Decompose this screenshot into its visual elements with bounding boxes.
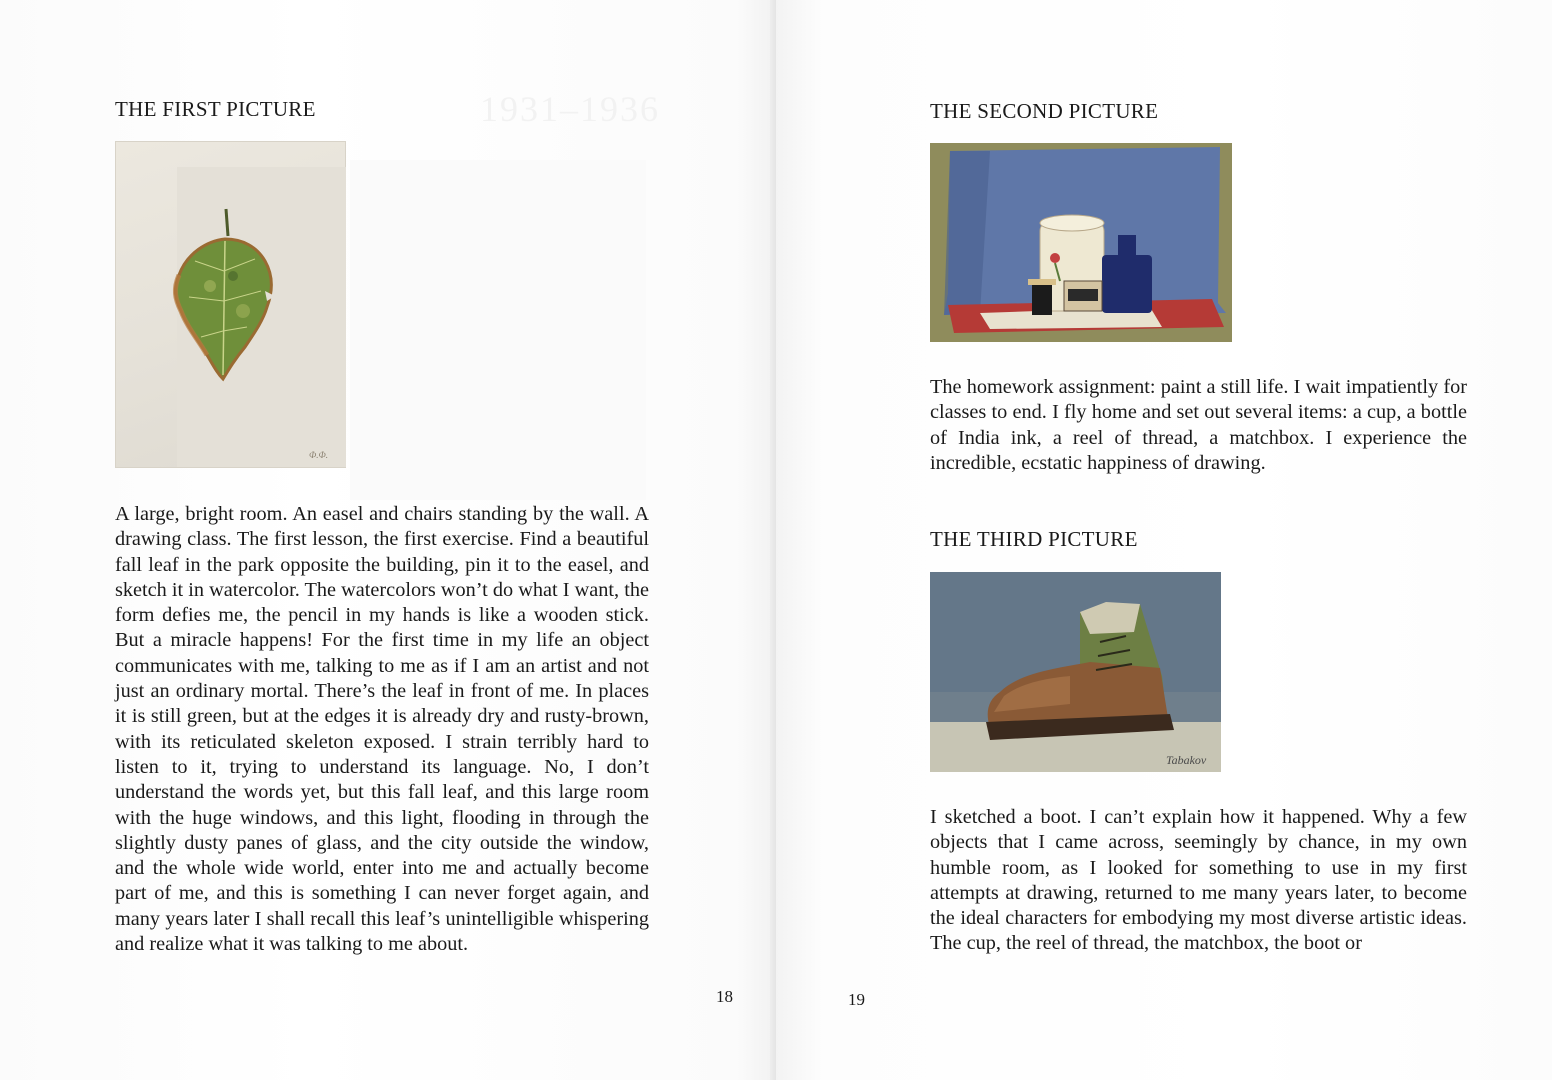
leaf-stem (226, 209, 228, 236)
page-number-right: 19 (848, 990, 865, 1009)
section-heading-second-picture: THE SECOND PICTURE (930, 99, 1159, 123)
still-life-illustration-svg (930, 143, 1232, 342)
cup-flower (1050, 253, 1060, 263)
boot-signature: Tabakov (1166, 753, 1207, 767)
show-through-block (350, 160, 646, 500)
leaf-watercolor-image (115, 141, 346, 468)
third-picture-paragraph: I sketched a boot. I can’t explain how it happened. Why a few objects that I came across, seemingly by chance, in my own humble room, as I looked for something to use in my first attempts at drawing, returned to me many years later, to become the ideal characters for embodying my most diverse artistic ideas. The cup, the reel of thread, the matchbox, the boot or (930, 806, 1467, 955)
leaf-spot-1 (204, 280, 216, 292)
leaf-signature: Ф.Ф. (309, 450, 328, 460)
show-through-title: 1931–1936 (480, 89, 660, 129)
page-number-left: 18 (716, 987, 733, 1006)
thread-reel (1032, 283, 1052, 315)
section-heading-first-picture: THE FIRST PICTURE (115, 97, 316, 121)
first-picture-paragraph: A large, bright room. An easel and chairs standing by the wall. A drawing class. The first lesson, the first exercise. Find a beautiful fall leaf in the park opposite the building, pin it to the easel, and sketch it in watercolor. The watercolors won’t do what I want, the form defies me, the pencil in my hands is like a wooden stick. But a miracle happens! For the first time in my life an object communicates with me, talking to me as if I am an artist and not just an ordinary mortal. There’s the leaf in front of me. In places it is still green, but at the edges it is already dry and rusty-brown, with its reticulated skeleton exposed. I strain terribly hard to listen to it, trying to understand its language. No, I don’t understand the words yet, but this fall leaf, and this large room with the huge windows, and this light, flooding in through the slightly dusty panes of glass, and the city outside the window, and the whole wide world, enter into me and actually become part of me, and this is something I can never forget again, and many years later I shall recall this leaf’s unintelligible whispering and realize what it was talking to me about. (115, 503, 649, 956)
boot-illustration-svg (930, 572, 1221, 772)
leaf-illustration-svg (115, 141, 346, 468)
thread-reel-top (1028, 279, 1056, 285)
cup-rim (1040, 215, 1104, 231)
leaf-spot-3 (228, 271, 238, 281)
boot-watercolor-image (930, 572, 1221, 772)
matchbox-label (1068, 289, 1098, 301)
ink-bottle (1102, 255, 1152, 313)
section-heading-third-picture: THE THIRD PICTURE (930, 527, 1138, 551)
still-life-watercolor-image (930, 143, 1232, 342)
leaf-spot-2 (236, 304, 250, 318)
second-picture-paragraph: The homework assignment: paint a still life. I wait impatiently for classes to end. I fly home and set out several items: a cup, a bottle of India ink, a reel of thread, a matchbox. I experience the incredible, ecstatic happiness of drawing. (930, 376, 1467, 474)
